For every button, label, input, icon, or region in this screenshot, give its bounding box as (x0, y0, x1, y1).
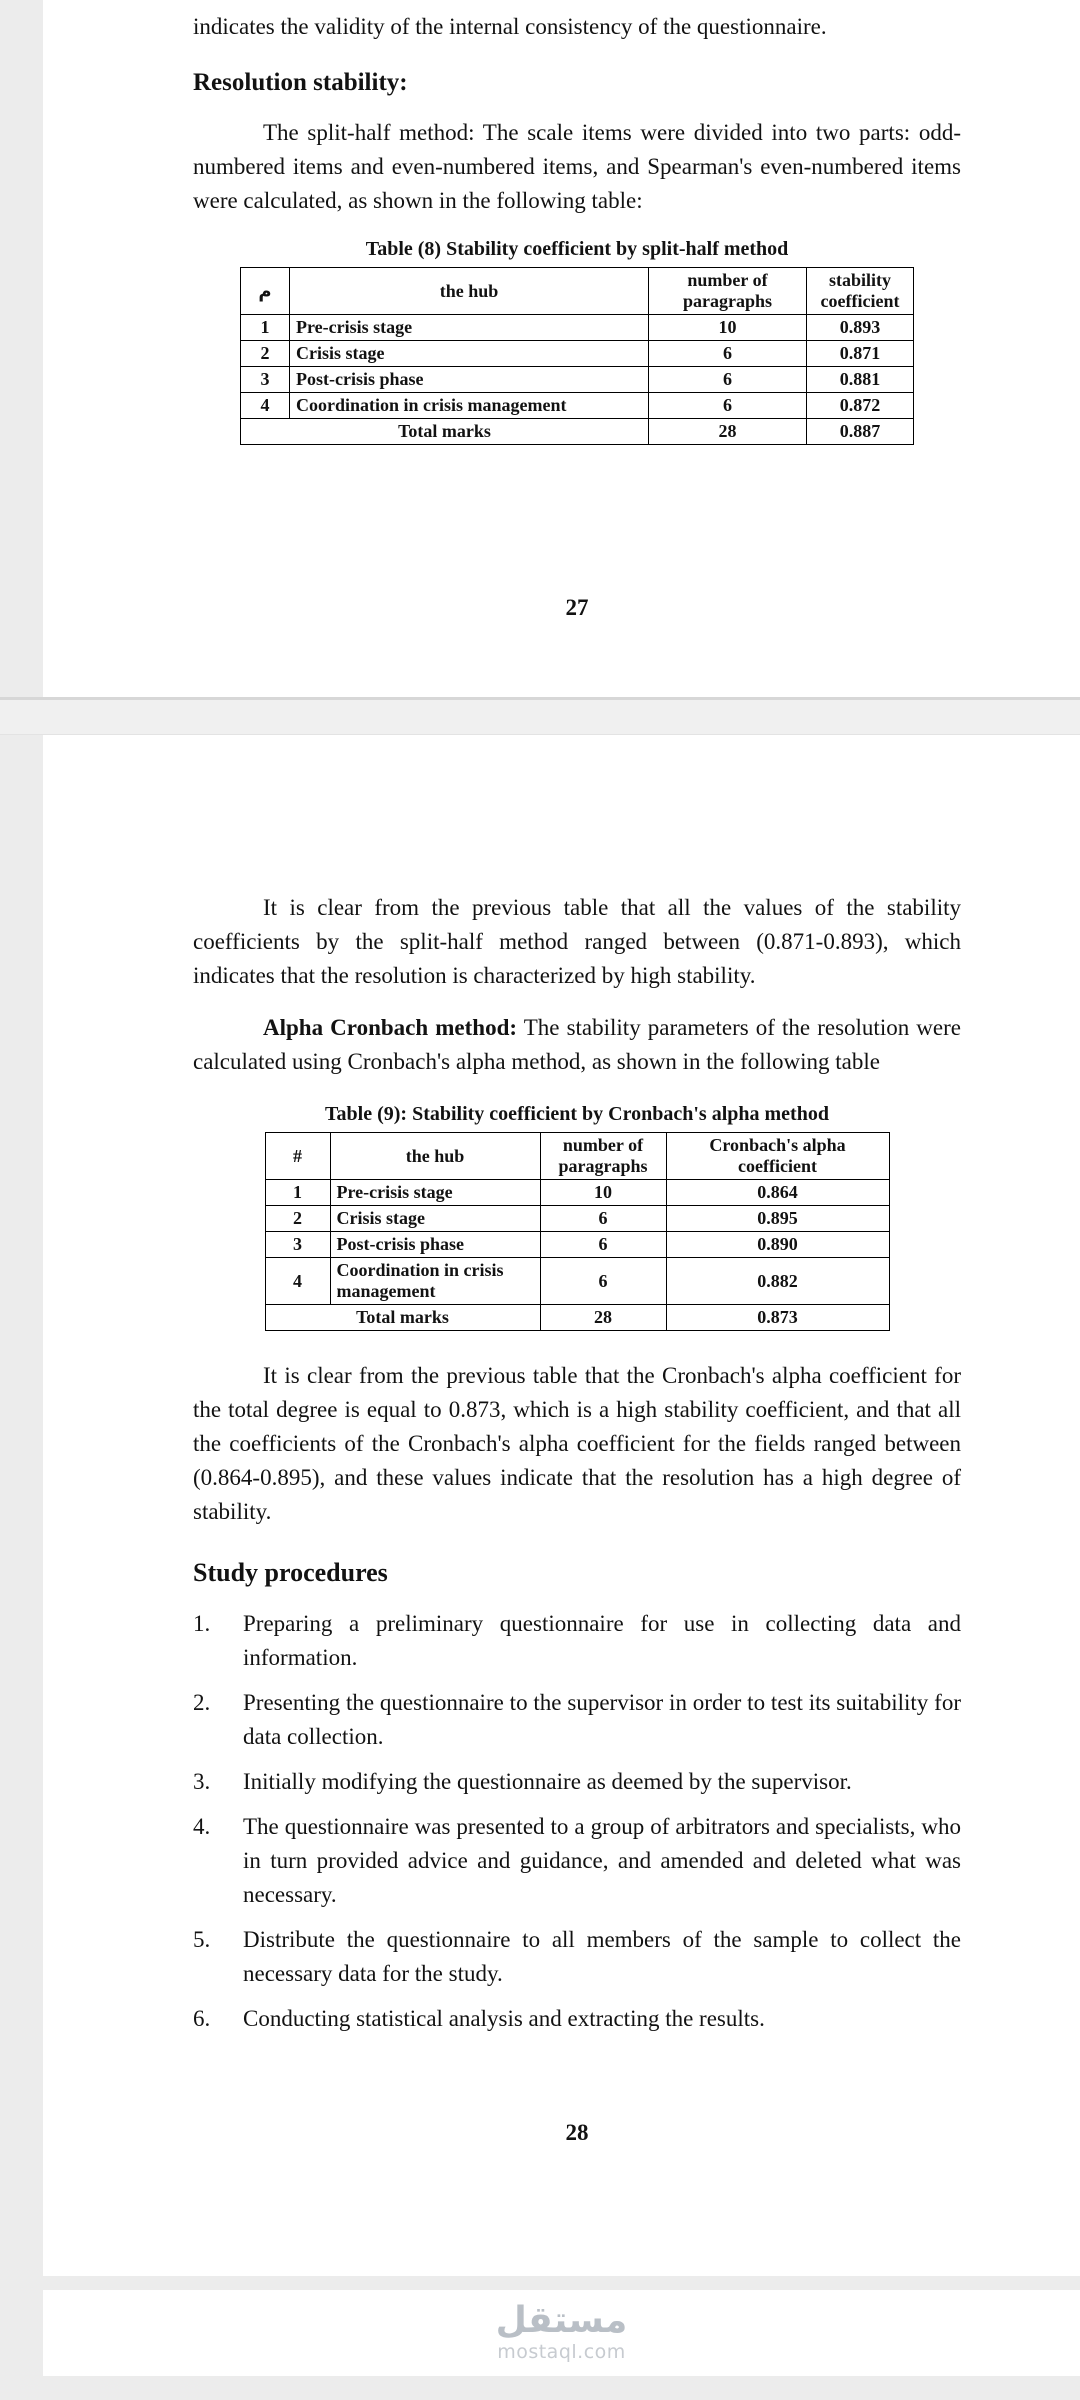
table-8-caption: Table (8) Stability coefficient by split-half method (365, 238, 789, 260)
table-cell: 1 (265, 1180, 330, 1206)
table-cell: 0.873 (666, 1305, 889, 1331)
list-item (193, 1686, 961, 1754)
list-item-number: 6. (193, 2006, 211, 2031)
table-cell: 0.882 (666, 1258, 889, 1305)
list-item-number: 1. (193, 1611, 211, 1636)
table-row (265, 1180, 889, 1206)
table-8 (240, 267, 914, 445)
list-item-text: The questionnaire was presented to a group of arbitrators and specialists, who in turn provided advice and guidance, and amended and deleted what was necessary. (243, 1814, 961, 1907)
table-cell: 6 (540, 1258, 666, 1305)
table-cell-total-label: Total marks (241, 419, 649, 445)
list-item-text: Distribute the questionnaire to all members of the sample to collect the necessary data for the study. (243, 1927, 961, 1986)
page-separator (0, 697, 1080, 735)
table-cell: Post-crisis phase (290, 367, 649, 393)
table-cell: 10 (540, 1180, 666, 1206)
watermark-footer (43, 2290, 1080, 2376)
table-cell: 3 (241, 367, 290, 393)
list-item (193, 1923, 961, 1991)
table-cell: 0.881 (807, 367, 914, 393)
table-cell: Coordination in crisis management (330, 1258, 540, 1305)
table-cell: 0.872 (807, 393, 914, 419)
list-item-text: Initially modifying the questionnaire as deemed by the supervisor. (243, 1769, 852, 1794)
table-header-stability-coefficient: stability coefficient (807, 268, 914, 315)
table-row (241, 393, 914, 419)
table-cell: 0.895 (666, 1206, 889, 1232)
table-cell: 1 (241, 315, 290, 341)
study-procedures-list (193, 1607, 961, 2036)
list-item-text: Preparing a preliminary questionnaire for use in collecting data and information. (243, 1611, 961, 1670)
list-item-number: 4. (193, 1814, 211, 1839)
page-number: 28 (565, 2120, 589, 2145)
list-item (193, 1810, 961, 1912)
mostaql-domain-text: mostaql.com (497, 2341, 626, 2363)
table-cell: 0.893 (807, 315, 914, 341)
table-header-index: م (241, 268, 290, 315)
table-row (265, 1206, 889, 1232)
table-cell: 0.887 (807, 419, 914, 445)
heading-resolution-stability: Resolution stability: (193, 69, 408, 96)
table-header-index: # (265, 1133, 330, 1180)
paragraph-alpha-result: It is clear from the previous table that the Cronbach's alpha coefficient for the total degree is equal to 0.873, which is a high stability coefficient, and that all the coefficients of the Cronbach's alpha coefficient for the fields ranged between (0.864-0.895), and these values indicate that the resolution has a high degree of stability. (193, 1363, 961, 1524)
table-9-caption: Table (9): Stability coefficient by Cronbach's alpha method (325, 1103, 829, 1125)
table-cell: 6 (649, 341, 807, 367)
list-item-number: 3. (193, 1769, 211, 1794)
table-cell: 6 (540, 1232, 666, 1258)
list-item-number: 2. (193, 1690, 211, 1715)
table-cell: 3 (265, 1232, 330, 1258)
table-header-row (241, 268, 914, 315)
table-cell: Pre-crisis stage (290, 315, 649, 341)
page-27 (43, 0, 1080, 697)
list-item-number: 5. (193, 1927, 211, 1952)
table-cell: Crisis stage (330, 1206, 540, 1232)
table-header-alpha-coefficient: Cronbach's alpha coefficient (666, 1133, 889, 1180)
table-cell-total-label: Total marks (265, 1305, 540, 1331)
table-cell: 2 (241, 341, 290, 367)
table-cell: 28 (649, 419, 807, 445)
paragraph-split-half-result: It is clear from the previous table that all the values of the stability coefficients by the split-half method ranged between (0.871-0.893), which indicates that the resolution is characterized by high stability. (193, 895, 961, 988)
table-9 (265, 1132, 890, 1331)
alpha-cronbach-label: Alpha Cronbach method: (263, 1015, 518, 1040)
table-row (241, 315, 914, 341)
table-header-hub: the hub (290, 268, 649, 315)
table-header-paragraph-count: number of paragraphs (540, 1133, 666, 1180)
page-28 (43, 735, 1080, 2276)
table-cell: 28 (540, 1305, 666, 1331)
table-cell: 0.864 (666, 1180, 889, 1206)
table-cell: 4 (241, 393, 290, 419)
table-cell: 4 (265, 1258, 330, 1305)
table-cell: Post-crisis phase (330, 1232, 540, 1258)
heading-study-procedures: Study procedures (193, 1558, 388, 1587)
table-cell: 2 (265, 1206, 330, 1232)
table-cell: 6 (649, 367, 807, 393)
paragraph-continuation: indicates the validity of the internal consistency of the questionnaire. (193, 14, 827, 39)
table-row (241, 367, 914, 393)
table-row (265, 1258, 889, 1305)
table-total-row (241, 419, 914, 445)
table-cell: 6 (649, 393, 807, 419)
table-header-hub: the hub (330, 1133, 540, 1180)
table-header-paragraph-count: number of paragraphs (649, 268, 807, 315)
list-item (193, 2002, 961, 2036)
table-cell: 10 (649, 315, 807, 341)
bottom-separator (0, 2276, 1080, 2290)
list-item-text: Presenting the questionnaire to the supervisor in order to test its suitability for data collection. (243, 1690, 961, 1749)
mostaql-logo: مستقل (495, 2300, 628, 2341)
table-row (241, 341, 914, 367)
table-header-row (265, 1133, 889, 1180)
table-cell: 0.890 (666, 1232, 889, 1258)
table-cell: 6 (540, 1206, 666, 1232)
list-item (193, 1765, 961, 1799)
paragraph-alpha-cronbach (193, 1011, 961, 1079)
table-cell: Crisis stage (290, 341, 649, 367)
paragraph-split-half-method: The split-half method: The scale items were divided into two parts: odd-numbered items and even-numbered items, and Spearman's even-numbered items were calculated, as shown in the following table: (193, 120, 961, 213)
table-row (265, 1232, 889, 1258)
table-cell: 0.871 (807, 341, 914, 367)
table-total-row (265, 1305, 889, 1331)
alpha-cronbach-text: The stability parameters of the resolution were calculated using Cronbach's alpha method, as shown in the following table (193, 1015, 961, 1074)
table-cell: Coordination in crisis management (290, 393, 649, 419)
page-number: 27 (565, 595, 589, 620)
list-item (193, 1607, 961, 1675)
table-cell: Pre-crisis stage (330, 1180, 540, 1206)
list-item-text: Conducting statistical analysis and extracting the results. (243, 2006, 765, 2031)
